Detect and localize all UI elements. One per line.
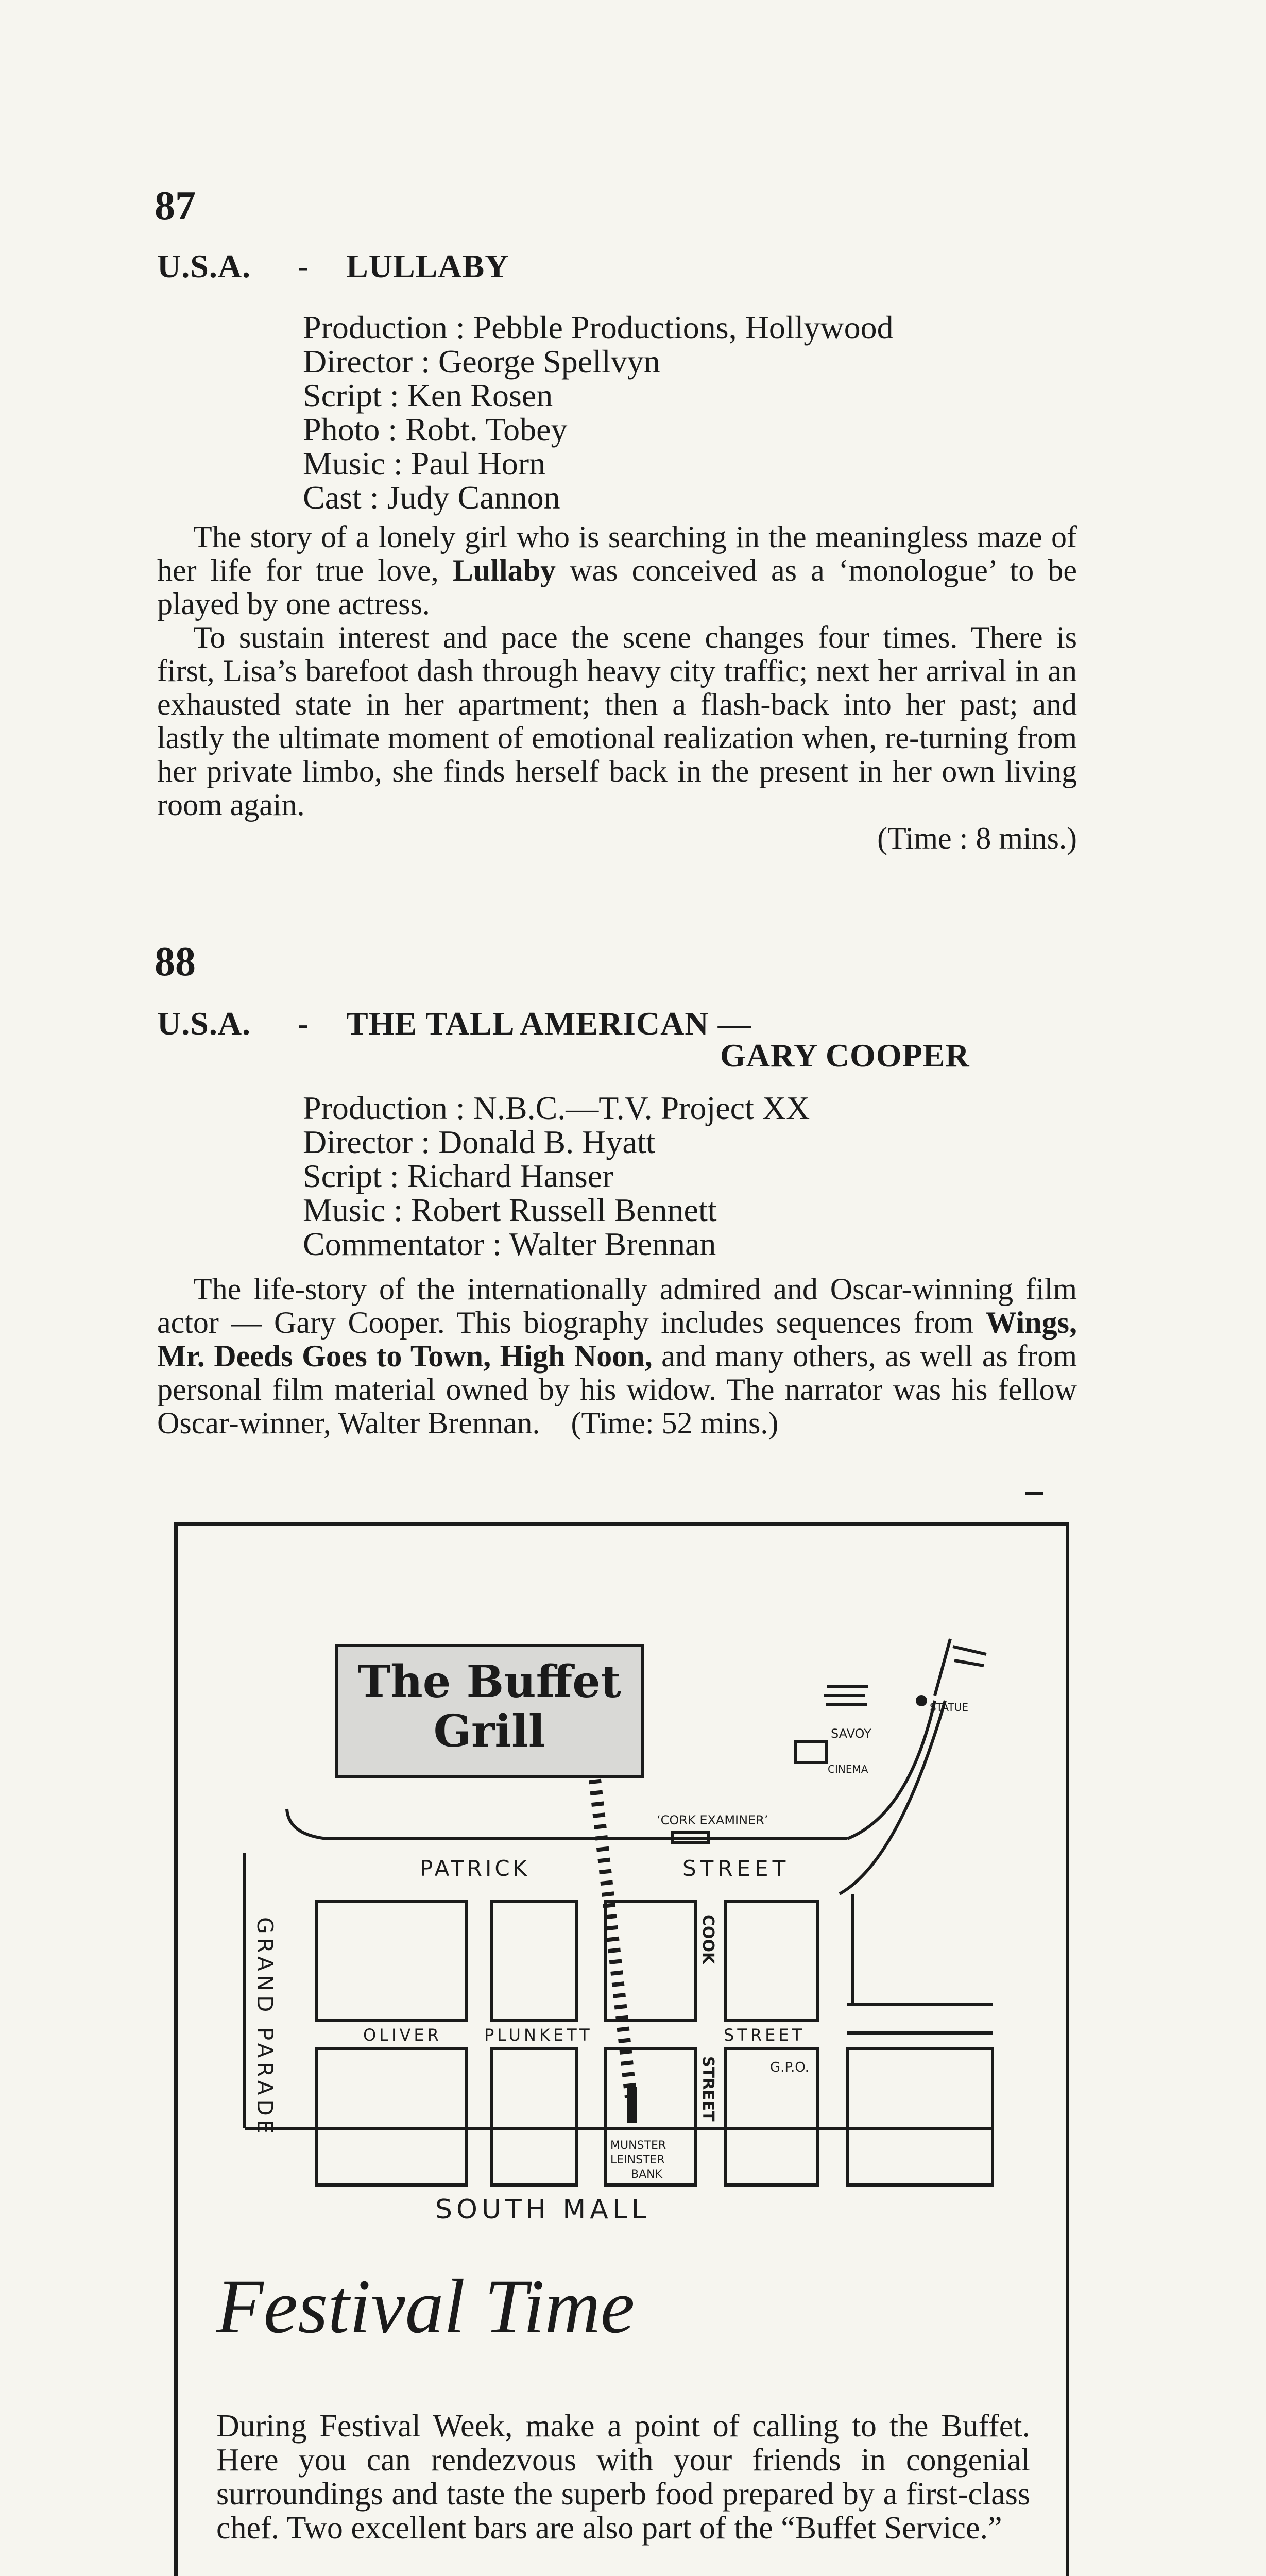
city-block — [492, 2048, 577, 2185]
map-label-patrick: PATRICK — [420, 1856, 531, 1881]
heading-dash: - — [298, 248, 310, 284]
credit-line: Production : Pebble Productions, Hollywood — [303, 309, 894, 346]
map-label-cork-examiner: ‘CORK EXAMINER’ — [657, 1813, 768, 1827]
map-label-statue: STATUE — [930, 1701, 968, 1714]
entry-country: U.S.A. — [157, 248, 251, 284]
running-time: (Time : 8 mins.) — [877, 821, 1077, 855]
synopsis-paragraph: To sustain interest and pace the scene changes four times. There is first, Lisa’s barefoot dash through heavy city traffic; next her arrival in an exhausted state in her apartment; then a flash-back into her past; and lastly the ultimate moment of emotional realization when, re-turning from her private limbo, she finds herself back in the present in her own living room again. — [157, 620, 1077, 822]
credits-list — [303, 311, 894, 515]
map-label-bank: BANK — [631, 2168, 663, 2181]
text-run: The life-story of the internationally admired and Oscar-winning film actor — Gary Cooper. This biography includes sequences from — [157, 1272, 1077, 1340]
sign-line: The Buffet — [357, 1656, 621, 1708]
text-run: and many others, as well as from personal film material owned by his widow. The narrator was his fellow Oscar-winner, Walter Brennan. — [157, 1339, 1077, 1440]
city-block — [317, 2048, 466, 2185]
map-label-gpo: G.P.O. — [770, 2060, 809, 2075]
city-block — [317, 1902, 466, 2020]
entry-title: LULLABY — [346, 248, 509, 284]
buffet-grill-sign — [335, 1644, 644, 1778]
synopsis-paragraph — [157, 520, 1077, 621]
ad-headline: Festival Time — [216, 2264, 635, 2349]
map-label-cinema: CINEMA — [828, 1763, 868, 1775]
map-label-leinster: LEINSTER — [610, 2154, 665, 2166]
statue-flag — [935, 1639, 986, 1696]
city-block — [847, 2048, 993, 2185]
credits-list — [303, 1091, 810, 1261]
credit-line: Director : Donald B. Hyatt — [303, 1124, 656, 1160]
map-label-cook-street: STREET — [699, 2056, 717, 2122]
map-label-cook: COOK — [699, 1914, 717, 1964]
credit-line: Photo : Robt. Tobey — [303, 411, 568, 448]
running-time: (Time: 52 mins.) — [571, 1406, 779, 1440]
credit-line: Cast : Judy Cannon — [303, 479, 560, 516]
buffet-marker — [627, 2087, 637, 2123]
film-titles: Wings, Mr. Deeds Goes to Town, High Noon, — [157, 1306, 1077, 1373]
map-label-street: STREET — [724, 2025, 806, 2045]
entry-country: U.S.A. — [157, 1005, 251, 1042]
waves — [824, 1686, 868, 1705]
synopsis-paragraph — [157, 1273, 1077, 1440]
statue-marker — [917, 1697, 926, 1705]
street-map — [178, 1526, 1066, 2267]
credit-line: Music : Robert Russell Bennett — [303, 1192, 717, 1228]
synopsis — [157, 1273, 1077, 1440]
map-label-savoy: SAVOY — [831, 1726, 871, 1741]
credit-line: Script : Ken Rosen — [303, 377, 553, 414]
heading-dash: - — [298, 1005, 310, 1042]
text-run: The story of a lonely girl who is searching in the meaningless maze of her life for true love, — [157, 520, 1077, 587]
map-label-munster: MUNSTER — [610, 2139, 666, 2152]
printer-mark — [1025, 1492, 1043, 1495]
city-block — [492, 1902, 577, 2020]
sign-line: Grill — [433, 1705, 545, 1757]
map-label-south-mall: SOUTH MALL — [435, 2194, 651, 2225]
ad-body-text: During Festival Week, make a point of calling to the Buffet. Here you can rendezvous with your friends in congenial surroundings and taste the superb food prepared by a first-class chef. Two excellent bars are also part of the “Buffet Service.” — [216, 2409, 1030, 2546]
cinema-building — [796, 1742, 827, 1762]
synopsis — [157, 520, 1077, 855]
credit-line: Production : N.B.C.—T.V. Project XX — [303, 1090, 810, 1126]
entry-title-continued: GARY COOPER — [720, 1037, 970, 1074]
entry-number: 87 — [155, 183, 196, 229]
credit-line: Director : George Spellvyn — [303, 343, 660, 380]
entry-title: THE TALL AMERICAN — — [346, 1005, 751, 1042]
map-label-street: STREET — [682, 1856, 790, 1881]
map-label-plunkett: PLUNKETT — [484, 2025, 593, 2045]
credit-line: Music : Paul Horn — [303, 445, 546, 482]
map-label-grand-parade: GRAND PARADE — [252, 1917, 278, 2138]
entry-number: 88 — [155, 939, 196, 985]
text-run: was conceived as a ‘monologue’ to be played by one actress. — [157, 553, 1077, 621]
map-label-oliver: OLIVER — [363, 2025, 442, 2045]
city-block — [725, 1902, 818, 2020]
advertisement-box — [174, 1522, 1069, 2576]
credit-line: Script : Richard Hanser — [303, 1158, 613, 1194]
film-title: Lullaby — [452, 553, 556, 587]
credit-line: Commentator : Walter Brennan — [303, 1226, 716, 1262]
